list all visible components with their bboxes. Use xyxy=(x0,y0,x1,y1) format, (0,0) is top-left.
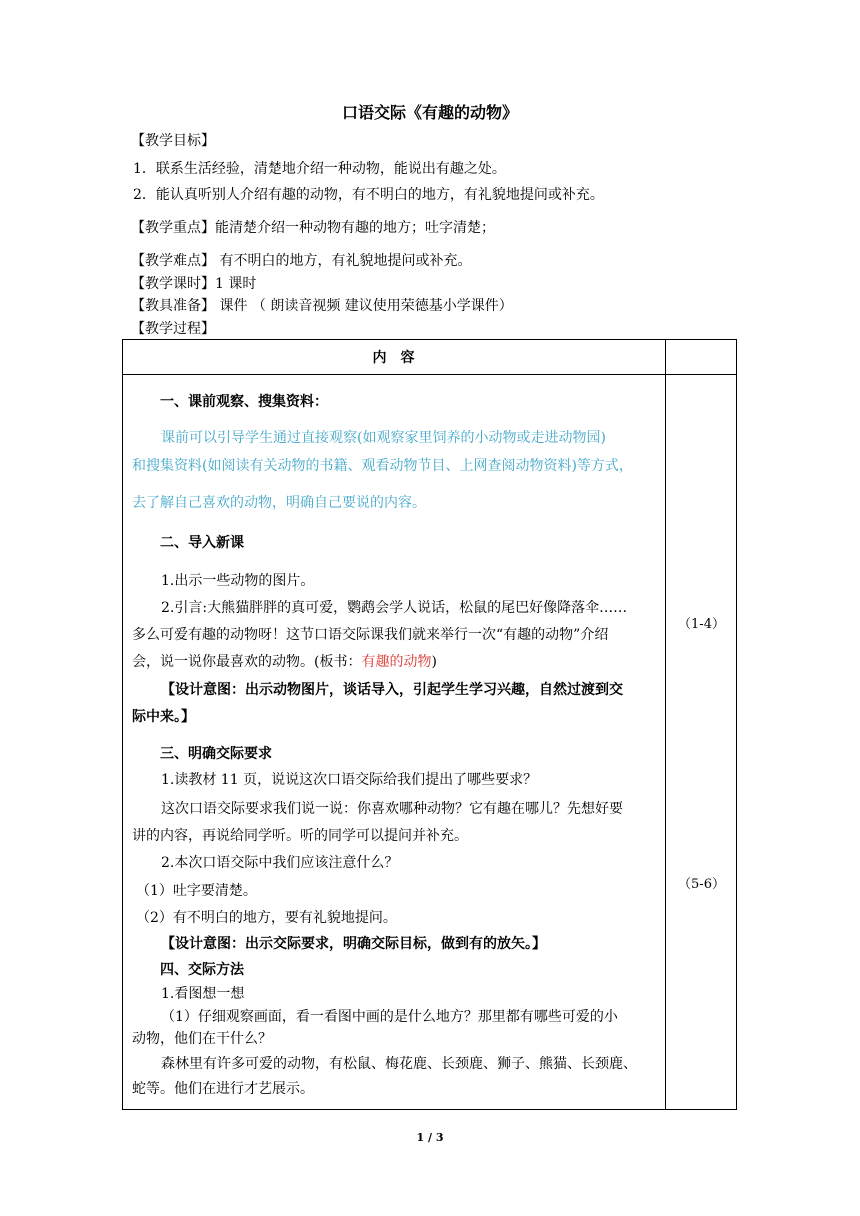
section-2-design-intent: 际中来。】 xyxy=(132,709,195,725)
period-note: （1-4） xyxy=(678,617,725,632)
section-4-line: 森林里有许多可爱的动物，有松鼠、梅花鹿、长颈鹿、狮子、熊猫、长颈鹿、 xyxy=(161,1056,637,1072)
document-title: 口语交际《有趣的动物》 xyxy=(341,103,518,122)
section-3-line: 2.本次口语交际中我们应该注意什么？ xyxy=(161,855,399,871)
section-3-line: （1）吐字要清楚。 xyxy=(136,883,257,899)
class-hours: 【教学课时】1 课时 xyxy=(131,276,257,292)
section-1-heading: 一、课前观察、搜集资料： xyxy=(160,394,328,410)
section-4-line: 1.看图想一想 xyxy=(161,986,245,1002)
process-heading: 【教学过程】 xyxy=(131,321,215,337)
objective-2: 2．能认真听别人介绍有趣的动物，有不明白的地方，有礼貌地提问或补充。 xyxy=(133,187,604,203)
section-4-line: 蛇等。他们在进行才艺展示。 xyxy=(132,1081,314,1097)
section-3-line: （2）有不明白的地方，要有礼貌地提问。 xyxy=(136,910,397,926)
section-3-heading: 三、明确交际要求 xyxy=(160,746,272,762)
blackboard-writing: 有趣的动物 xyxy=(361,654,432,670)
section-2-line: 1.出示一些动物的图片。 xyxy=(161,573,315,589)
section-1-paragraph-line: 去了解自己喜欢的动物，明确自己要说的内容。 xyxy=(132,495,426,511)
section-2-line-text: 会，说一说你最喜欢的动物。(板书： xyxy=(132,654,362,670)
section-1-paragraph-line: 课前可以引导学生通过直接观察(如观察家里饲养的小动物或走进动物园) xyxy=(161,430,606,446)
section-2-heading: 二、导入新课 xyxy=(160,535,244,551)
section-1-paragraph-line: 和搜集资料(如阅读有关动物的书籍、观看动物节目、上网查阅动物资料)等方式， xyxy=(132,458,633,474)
section-3-line: 这次口语交际要求我们说一说：你喜欢哪种动物？它有趣在哪儿？先想好要 xyxy=(161,801,623,817)
difficult-points: 【教学难点】 有不明白的地方，有礼貌地提问或补充。 xyxy=(131,253,472,269)
period-note: （5-6） xyxy=(678,877,725,892)
section-4-line: （1）仔细观察画面，看一看图中画的是什么地方？那里都有哪些可爱的小 xyxy=(161,1009,618,1025)
section-2-line xyxy=(132,655,437,669)
section-3-line: 1.读教材 11 页，说说这次口语交际给我们提出了哪些要求？ xyxy=(161,772,538,788)
key-points: 【教学重点】能清楚介绍一种动物有趣的地方；吐字清楚； xyxy=(131,220,495,236)
table-column-divider xyxy=(665,339,666,1110)
teaching-aids: 【教具准备】 课件 （ 朗读音视频 建议使用荣德基小学课件） xyxy=(131,298,513,314)
table-header-content: 内 容 xyxy=(372,350,415,366)
objectives-heading: 【教学目标】 xyxy=(131,133,215,149)
section-2-design-intent: 【设计意图：出示动物图片，谈话导入，引起学生学习兴趣，自然过渡到交 xyxy=(161,682,623,698)
section-4-heading: 四、交际方法 xyxy=(160,962,244,978)
section-3-line: 讲的内容，再说给同学听。听的同学可以提问并补充。 xyxy=(132,828,468,844)
section-4-line: 动物，他们在干什么？ xyxy=(132,1031,272,1047)
section-2-line: 多么可爱有趣的动物呀！这节口语交际课我们就来举行一次“有趣的动物”介绍 xyxy=(132,627,609,643)
section-2-line: 2.引言:大熊猫胖胖的真可爱，鹦鹉会学人说话，松鼠的尾巴好像降落伞…… xyxy=(161,600,628,616)
section-2-line-text-end: ) xyxy=(431,654,437,670)
page-number: 1 / 3 xyxy=(416,1131,444,1144)
table-header-divider xyxy=(122,374,737,375)
section-3-design-intent: 【设计意图：出示交际要求，明确交际目标，做到有的放矢。】 xyxy=(161,936,546,952)
objective-1: 1．联系生活经验，清楚地介绍一种动物，能说出有趣之处。 xyxy=(133,161,506,177)
